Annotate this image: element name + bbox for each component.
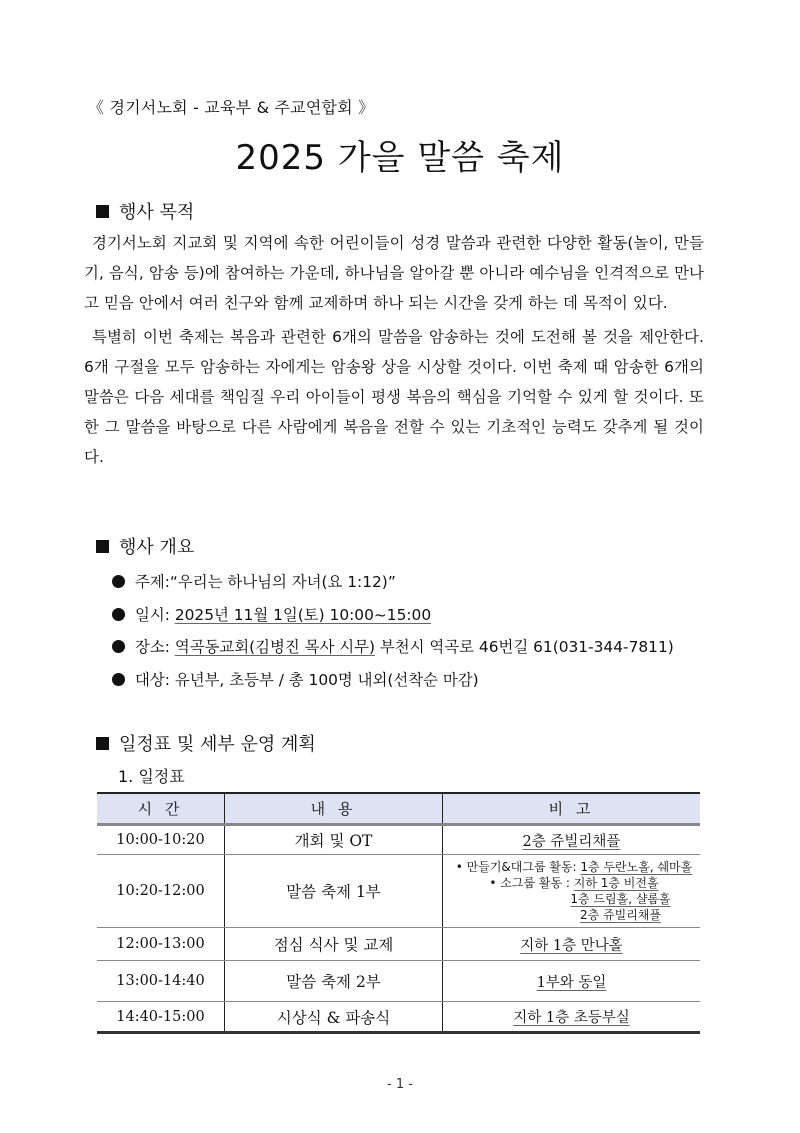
cell-time: 12:00-13:00 bbox=[97, 928, 225, 961]
place-label: 장소: bbox=[135, 638, 170, 656]
table-row bbox=[97, 855, 700, 928]
target-value: 유년부, 초등부 / 총 100명 내외(선착순 마감) bbox=[174, 670, 479, 689]
organization-header: 《 경기서노회 - 교육부 & 주교연합회 》 bbox=[88, 98, 375, 117]
date-label: 일시: bbox=[135, 605, 170, 624]
table-header-row bbox=[97, 793, 700, 825]
square-bullet-icon bbox=[96, 540, 109, 553]
square-bullet-icon bbox=[96, 737, 109, 750]
purpose-text bbox=[84, 228, 704, 472]
overview-list bbox=[112, 566, 674, 696]
place-church: 역곡동교회(김병진 목사 시무) bbox=[174, 638, 376, 656]
note-text: 1부와 동일 bbox=[536, 974, 607, 991]
note-text: 1층 두란노홀, 쉐마홀 bbox=[580, 860, 693, 874]
section-heading-text: 일정표 및 세부 운영 계획 bbox=[119, 734, 316, 755]
note-line bbox=[449, 875, 699, 891]
note-prefix: • 만들기&대그룹 활동: bbox=[455, 860, 581, 874]
cell-time: 14:40-15:00 bbox=[97, 1002, 225, 1033]
schedule-table bbox=[97, 792, 700, 1034]
table-row bbox=[97, 961, 700, 1002]
note-line bbox=[449, 891, 699, 907]
section-heading-text: 행사 목적 bbox=[119, 202, 195, 223]
cell-content: 말씀 축제 2부 bbox=[225, 961, 443, 1002]
date-value: 2025년 11월 1일(토) 10:00~15:00 bbox=[174, 605, 432, 624]
section-heading-schedule bbox=[96, 730, 316, 756]
overview-date bbox=[112, 599, 674, 632]
page-title: 2025 가을 말씀 축제 bbox=[235, 138, 565, 178]
schedule-subheading: 1. 일정표 bbox=[118, 767, 185, 786]
purpose-paragraph-1: 경기서노회 지교회 및 지역에 속한 어린이들이 성경 말씀과 관련한 다양한 활동(놀이, 만들기, 음식, 암송 등)에 참여하는 가운데, 하나님을 알아갈 뿐 아니라 예수님을 인격적으로 만나고 믿음 안에서 여러 친구와 함께 교제하며 하나 되는 시간을 갖게 하는 데 목적이 있다. bbox=[84, 234, 704, 312]
target-label: 대상: bbox=[135, 670, 170, 689]
overview-theme bbox=[112, 566, 674, 599]
circle-bullet-icon bbox=[112, 608, 125, 621]
column-header-content: 내 용 bbox=[225, 793, 443, 825]
table-row bbox=[97, 928, 700, 961]
page-number: - 1 - bbox=[387, 1077, 413, 1092]
section-heading-overview bbox=[96, 533, 194, 559]
column-header-time: 시 간 bbox=[97, 793, 225, 825]
theme-value: “우리는 하나님의 자녀(요 1:12)” bbox=[169, 573, 396, 591]
table-row bbox=[97, 1002, 700, 1033]
cell-content: 점심 식사 및 교제 bbox=[225, 928, 443, 961]
overview-target bbox=[112, 664, 674, 697]
note-text: 2층 쥬빌리채플 bbox=[522, 833, 621, 850]
cell-content: 개회 및 OT bbox=[225, 825, 443, 855]
note-text: 지하 1층 초등부실 bbox=[513, 1010, 630, 1026]
note-text: 지하 1층 만나홀 bbox=[520, 937, 623, 954]
section-heading-purpose bbox=[96, 198, 194, 224]
circle-bullet-icon bbox=[112, 673, 125, 686]
cell-content: 말씀 축제 1부 bbox=[225, 855, 443, 928]
note-line bbox=[449, 859, 699, 875]
cell-note bbox=[443, 1002, 701, 1033]
note-text: 1층 드림홀, 샬롬홀 bbox=[570, 892, 671, 906]
note-text: 2층 쥬빌리채플 bbox=[579, 908, 661, 922]
note-text: 지하 1층 비전홀 bbox=[573, 876, 659, 890]
circle-bullet-icon bbox=[112, 640, 125, 653]
theme-label: 주제: bbox=[135, 573, 170, 591]
circle-bullet-icon bbox=[112, 575, 125, 588]
cell-note bbox=[443, 961, 701, 1002]
cell-note bbox=[443, 825, 701, 855]
cell-content: 시상식 & 파송식 bbox=[225, 1002, 443, 1033]
column-header-note: 비 고 bbox=[443, 793, 701, 825]
cell-note bbox=[443, 855, 701, 928]
overview-place bbox=[112, 631, 674, 664]
note-prefix: • 소그룹 활동 : bbox=[489, 876, 574, 890]
note-line bbox=[449, 907, 699, 923]
section-heading-text: 행사 개요 bbox=[119, 537, 195, 558]
cell-time: 13:00-14:40 bbox=[97, 961, 225, 1002]
cell-time: 10:00-10:20 bbox=[97, 825, 225, 855]
table-row bbox=[97, 825, 700, 855]
purpose-paragraph-2: 특별히 이번 축제는 복음과 관련한 6개의 말씀을 암송하는 것에 도전해 볼 것을 제안한다. 6개 구절을 모두 암송하는 자에게는 암송왕 상을 시상할 것이다. 이번 축제 때 암송한 6개의 말씀은 다음 세대를 책임질 우리 아이들이 평생 복음의 핵심을 기억할 수 있게 할 것이다. 또한 그 말씀을 바탕으로 다른 사람에게 복음을 전할 수 있는 기초적인 능력도 갖추게 될 것이다. bbox=[84, 328, 704, 466]
place-address: 부천시 역곡로 46번길 61(031-344-7811) bbox=[375, 638, 674, 656]
cell-time: 10:20-12:00 bbox=[97, 855, 225, 928]
cell-note bbox=[443, 928, 701, 961]
square-bullet-icon bbox=[96, 205, 109, 218]
